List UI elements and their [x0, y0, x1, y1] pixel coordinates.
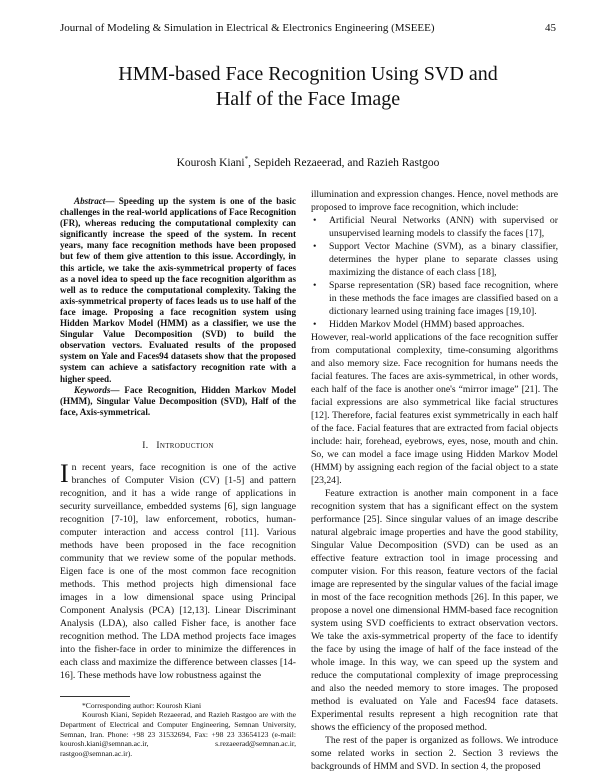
- bullet-icon: •: [313, 215, 317, 226]
- list-item: [311, 240, 558, 279]
- journal-name: Journal of Modeling & Simulation in Electrical & Electronics Engineering (MSEEE): [60, 22, 435, 34]
- corresponding-mark: *: [244, 155, 249, 163]
- intro-paragraph: [60, 458, 296, 682]
- list-item: [311, 318, 558, 331]
- author-list: [60, 152, 556, 170]
- bullet-icon: •: [313, 280, 317, 291]
- footnote: [60, 701, 296, 759]
- title-line-2: Half of the Face Image: [215, 88, 401, 110]
- author-rest: , Sepideh Rezaeerad, and Razieh Rastgoo: [248, 156, 440, 169]
- abstract-label: Abstract: [74, 196, 106, 206]
- author-first: Kourosh Kiani: [176, 156, 245, 169]
- running-head: [60, 20, 556, 36]
- abstract-text: — Speeding up the system is one of the basic challenges in the real-world applications of Face Recognition (FR), whereas reducing the computational complexity can significantly increase the speed of the system. In recent years, many face recognition methods have been proposed but few of them give attention to this issue. Accordingly, in this article, we take the axis-symmetrical property of faces as a novel idea to speed up the face recognition algorithm as well as to reduce the computational complexity. Taking the axis-symmetrical property of faces leads us to use half of the face image. Proposing a face recognition system using Hidden Markov Model (HMM) as a classifier, we use the Singular Value Decomposition (SVD) to build the observation vectors. Evaluated results of the proposed system on Yale and Faces94 datasets show that the proposed system can achieve a satisfactory recognition rate with a higher speed.: [60, 196, 296, 384]
- keywords-label: Keywords: [74, 384, 111, 395]
- list-item-text: Sparse representation (SR) based face recognition, where in these methods the face images are classified based on a dictionary learned using training face images [19,10].: [329, 280, 558, 317]
- keywords-text: — Face Recognition, Hidden Markov Model (HMM), Singular Value Decomposition (SVD), Half of the face, Axis-symmetrical.: [60, 384, 296, 417]
- body-paragraph: However, real-world applications of the face recognition suffer from computational complexity, time-consuming algorithms and also memory size. Face recognition for humans needs the facial features. The faces are axis-symmetrical, in other words, each half of the face is another one's “mirror image” [21]. The facial expressions are also symmetrical like facial structures [12]. Therefore, facial features exist symmetrically in each half of the face. Facial features that are extracted from facial objects include: hair, forehead, eyebrows, eyes, nose, mouth and chin. So, we can model a face image using Hidden Markov Model (HMM) by assigning each region of the facial object to a state [23,24].: [311, 332, 558, 486]
- list-item-text: Artificial Neural Networks (ANN) with supervised or unsupervised learning models to classify the faces [17],: [329, 215, 558, 239]
- drop-cap: I: [60, 458, 69, 488]
- list-item: [311, 279, 558, 318]
- list-item-text: Support Vector Machine (SVM), as a binary classifier, determines the hyper plane to separate classes using maximizing the distance of each class [18],: [329, 241, 558, 278]
- intro-text: n recent years, face recognition is one of the active branches of Computer Vision (CV) [1-5] and pattern recognition, and it has a wide range of applications in security surveillance, embedded systems [6], sign language recognition [7-10], law enforcement, robotics, human-computer interaction and access control [11]. Various methods have been proposed in the face recognition community that we review some of the popular methods. Eigen face is one of the most common face recognition methods. This method projects high dimensional face images in a low dimensional space using Principal Component Analysis (PCA) [12,13]. Linear Discriminant Analysis (LDA), also called Fisher face, is another face recognition method. The LDA method projects face images into the fisher-face in order to minimize the differences in each class and maximize the difference between classes [14-16]. These methods have low robustness against the: [60, 461, 296, 681]
- left-column: [60, 196, 296, 758]
- methods-list: [311, 214, 558, 331]
- body-paragraph: Feature extraction is another main component in a face recognition system that has a significant effect on the system performance [25]. Since singular values of an image describe natural algebraic image properties and have the good stability, Singular Value Decomposition (SVD) can be used as an effective feature extraction tool in image processing and computer vision. For this reason, feature vectors of the facial image are represented by the singular values of the facial image in most of the face recognition methods [26]. In this paper, we propose a novel one dimensional HMM-based face recognition system using SVD coefficients to extract observation vectors. We take the axis-symmetrical property of the face to identify the face by using the image of half of the face instead of the whole image. In this way, we can speed up the system and reduce the computational complexity of image preprocessing and also the needed memory to store images. The proposed method is evaluated on Yale and Faces94 face datasets. Experimental results represent a high recognition rate that shows the efficiency of the proposed method.: [311, 488, 558, 733]
- title-line-1: HMM-based Face Recognition Using SVD and: [118, 63, 498, 85]
- list-item: [311, 214, 558, 240]
- footnote-affiliation: Kourosh Kiani, Sepideh Rezaeerad, and Razieh Rastgoo are with the Department of Electrical and Computer Engineering, Semnan University, Semnan, Iran. Phone: +98 23 31532694, Fax: +98 23 33654123 (e-mail: kourosh.kiani@semnan.ac.ir, s.rezaeerad@semnan.ac.ir, rastgoo@semnan.ac.ir).: [60, 710, 296, 758]
- right-lead-paragraph: illumination and expression changes. Hence, novel methods are proposed to improve face recognition, which include:: [311, 189, 558, 213]
- section-heading-introduction: [60, 440, 296, 453]
- keywords: [60, 385, 296, 418]
- list-item-text: Hidden Markov Model (HMM) based approaches.: [329, 319, 525, 330]
- body-paragraph: The rest of the paper is organized as follows. We introduce some related works in section 2. Section 3 reviews the backgrounds of HMM and SVD. In section 4, the proposed: [311, 735, 558, 772]
- bullet-icon: •: [313, 241, 317, 252]
- abstract: [60, 196, 296, 385]
- footnote-corresponding: *Corresponding author: Kourosh Kiani: [82, 700, 202, 710]
- section-number: I.: [142, 440, 149, 451]
- bullet-icon: •: [313, 319, 317, 330]
- footnote-rule: [60, 696, 130, 697]
- right-column: [311, 188, 558, 773]
- section-title: Introduction: [156, 440, 214, 451]
- paper-title: [60, 62, 556, 112]
- page-number: 45: [545, 22, 556, 34]
